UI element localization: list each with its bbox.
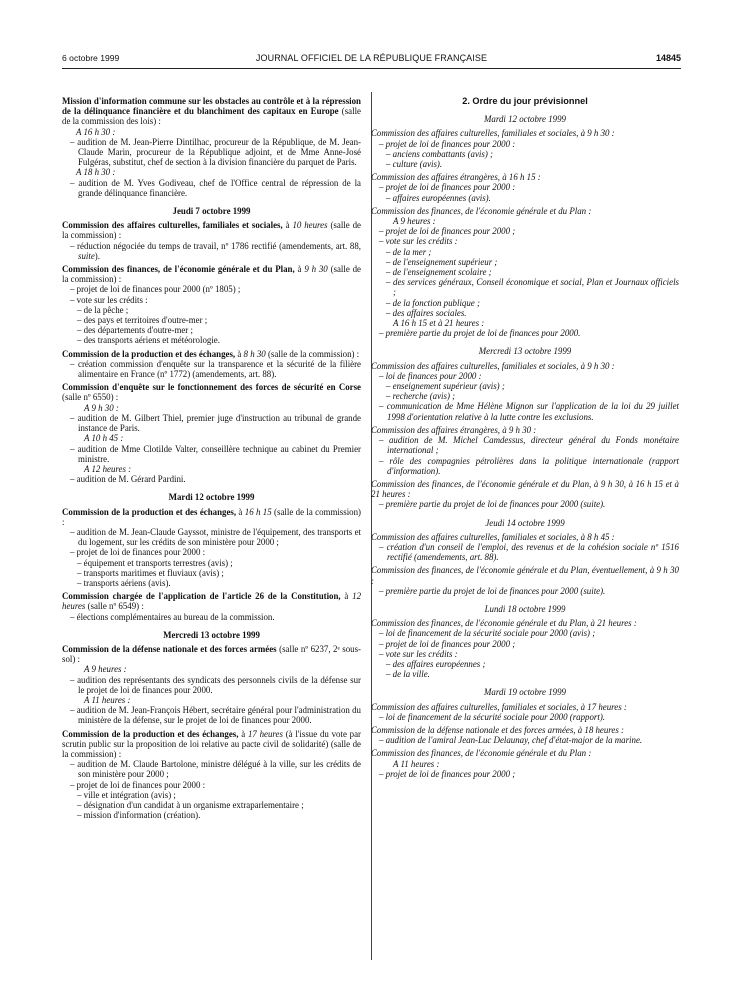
agenda-item: – loi de financement de la sécurité sociale pour 2000 (rapport).	[379, 711, 606, 722]
text-a: à	[282, 220, 293, 231]
session-title: Commission des finances, de l'économie générale et du Plan,	[62, 264, 295, 275]
agenda-item	[62, 241, 361, 261]
session-time: 16 h 15	[244, 506, 272, 517]
agenda-subitem: – de l'enseignement supérieur ;	[386, 256, 498, 267]
agenda-item: – audition de M. Yves Godiveau, chef de l'Office central de répression de la grande délinquance financière.	[70, 177, 361, 198]
header-rule	[62, 68, 681, 69]
session-location: (salle nº 6550) :	[62, 392, 119, 403]
agenda-item: – création commission d'enquête sur la transparence et la sécurité de la filière alimentaire en France (nº 1772) (amendements, art. 88).	[70, 358, 361, 380]
time-label: A 16 h 30 :	[76, 126, 116, 137]
session-production-echanges	[62, 349, 361, 359]
session-location: (salle nº 6549) :	[85, 601, 144, 612]
session-title: Commission chargée de l'application de l'article 26 de la Constitution,	[62, 591, 341, 602]
right-column	[371, 96, 679, 779]
agenda-item: – projet de loi de finances pour 2000 :	[379, 182, 516, 193]
agenda-subitem: – des affaires européennes ;	[386, 658, 486, 669]
session-time: 12 heures	[62, 591, 361, 612]
session-heading: Commission des affaires culturelles, familiales et sociales, à 9 h 30 :	[371, 128, 615, 139]
text-a: à	[238, 728, 248, 739]
agenda-subitem: – recherche (avis) ;	[386, 391, 456, 402]
session-affaires-culturelles	[62, 220, 361, 240]
session-location: (salle nº 6237, 2ᵉ sous-sol) :	[62, 643, 362, 665]
header-journal-title: JOURNAL OFFICIEL DE LA RÉPUBLIQUE FRANÇAISE	[255, 53, 488, 63]
agenda-item: – audition des représentants des syndicats des personnels civils de la défense sur le projet de loi de finances pour 2000.	[70, 674, 361, 695]
agenda-item: – vote sur les crédits :	[379, 648, 458, 659]
session-heading: Commission des affaires étrangères, à 16 h 15 :	[371, 172, 541, 183]
session-enquete-corse	[62, 382, 361, 402]
session-commission-finances	[62, 264, 361, 284]
agenda-item: – projet de loi de finances pour 2000 ;	[379, 226, 516, 237]
agenda-item: – audition de M. Michel Camdessus, directeur général du Fonds monétaire international ;	[379, 435, 679, 456]
time-label: A 12 heures :	[84, 463, 132, 474]
session-time: 8 h 30	[243, 348, 266, 359]
session-location: (salle de la commission) :	[62, 264, 361, 285]
agenda-item: – projet de loi de finances pour 2000 :	[70, 779, 206, 790]
time-label: A 9 heures :	[84, 664, 127, 675]
agenda-item: – élections complémentaires au bureau de la commission.	[70, 611, 275, 622]
session-heading: Commission des finances, de l'économie générale et du Plan, éventuellement, à 9 h 30 :	[371, 565, 679, 586]
time-label: A 16 h 15 et à 21 heures :	[393, 318, 485, 329]
agenda-item: – audition de M. Jean-Pierre Dintilhac, procureur de la République, de M. Jean-Claude Marin, procureur de la République adjoint, et de Mme Anne-José Fulgéras, substitut, chef de section à la division financière du parquet de Paris.	[70, 136, 361, 168]
date-heading: Mardi 19 octobre 1999	[484, 687, 566, 698]
agenda-item: – vote sur les crédits :	[379, 236, 458, 247]
agenda-subitem: – des pays et territoires d'outre-mer ;	[77, 315, 208, 326]
agenda-subitem: – culture (avis).	[386, 159, 443, 170]
agenda-item: – projet de loi de finances pour 2000 ;	[379, 638, 516, 649]
agenda-item-italic: suite	[78, 250, 95, 261]
session-title: Mission d'information commune sur les obstacles au contrôle et à la répression de la délinquance financière et du blanchiment des capitaux en Europe	[62, 96, 361, 117]
agenda-subitem: – transports aériens (avis).	[77, 577, 171, 588]
page-header	[62, 53, 681, 67]
session-title: Commission de la défense nationale et des forces armées	[62, 643, 277, 654]
session-article-26	[62, 591, 361, 611]
session-location: (salle de la commission) :	[265, 348, 360, 359]
agenda-subitem: – mission d'information (création).	[77, 810, 201, 821]
session-heading: Commission des affaires étrangères, à 9 h 30 :	[371, 424, 537, 435]
session-title: Commission de la production et des échanges,	[62, 348, 236, 359]
agenda-item: – projet de loi de finances pour 2000 :	[379, 138, 516, 149]
date-heading: Mardi 12 octobre 1999	[168, 492, 255, 503]
agenda-item: – audition de Mme Clotilde Valter, conseillère technique au cabinet du Premier ministre.	[70, 443, 361, 464]
agenda-item-end: ).	[94, 250, 100, 261]
agenda-item: – audition de M. Claude Bartolone, ministre délégué à la ville, sur les crédits de son ministère pour 2000 ;	[70, 759, 361, 780]
agenda-item: – audition de M. Jean-Claude Gayssot, ministre de l'équipement, des transports et du logement, sur les crédits de son ministère pour 2000 ;	[70, 526, 361, 548]
agenda-item: – audition de M. Jean-François Hébert, secrétaire général pour l'administration du ministère de la défense, sur le projet de loi de finances pour 2000.	[70, 705, 361, 726]
date-heading: Mardi 12 octobre 1999	[484, 114, 566, 125]
agenda-item: – projet de loi de finances pour 2000 :	[70, 547, 206, 558]
time-label: A 10 h 45 :	[84, 433, 124, 444]
agenda-subitem: – des services généraux, Conseil économique et social, Plan et Journaux officiels ;	[386, 277, 679, 298]
agenda-subitem: – affaires européennes (avis).	[386, 192, 491, 203]
session-production-echanges	[62, 507, 361, 527]
header-page-number: 14845	[655, 53, 681, 63]
agenda-item-text: – réduction négociée du temps de travail, nº 1786 rectifié (amendements, art. 88,	[70, 240, 361, 251]
session-production-echanges	[62, 729, 361, 760]
agenda-subitem: – des départements d'outre-mer ;	[77, 325, 193, 336]
agenda-subitem: – de la pêche ;	[77, 304, 129, 315]
agenda-subitem: – anciens combattants (avis) ;	[386, 148, 493, 159]
agenda-item: – communication de Mme Hélène Mignon sur l'application de la loi du 29 juillet 1998 d'orientation relative à la lutte contre les exclusions.	[379, 401, 679, 422]
agenda-subitem: – enseignement supérieur (avis) ;	[386, 381, 505, 392]
agenda-item: – première partie du projet de loi de finances pour 2000 (suite).	[379, 499, 606, 510]
date-heading: Lundi 18 octobre 1999	[484, 603, 566, 614]
agenda-subitem: – désignation d'un candidat à un organisme extraparlementaire ;	[77, 800, 304, 810]
agenda-item: – création d'un conseil de l'emploi, des revenus et de la cohésion sociale nº 1516 rectifié (amendements, art. 88).	[379, 541, 679, 563]
session-location: (salle de la commission des lois) :	[62, 106, 361, 127]
agenda-item: – loi de financement de la sécurité sociale pour 2000 (avis) ;	[379, 628, 596, 639]
agenda-item: – audition de M. Gilbert Thiel, premier juge d'instruction au tribunal de grande instance de Paris.	[70, 412, 361, 434]
agenda-subitem: – de la ville.	[386, 669, 430, 680]
agenda-item: – loi de finances pour 2000 :	[379, 370, 482, 381]
agenda-subitem: – des affaires sociales.	[386, 307, 467, 318]
agenda-subitem: – transports maritimes et fluviaux (avis) ;	[77, 567, 224, 578]
session-location: (à l'issue du vote par scrutin public sur la proposition de loi relative au pacte civil de solidarité) (salle de la commission) :	[62, 728, 361, 759]
agenda-item: – première partie du projet de loi de finances pour 2000 (suite).	[379, 585, 606, 596]
session-heading: Commission des finances, de l'économie générale et du Plan, à 9 h 30, à 16 h 15 et à 21 heures :	[371, 478, 679, 500]
session-heading: Commission des finances, de l'économie générale et du Plan :	[371, 205, 592, 216]
text-a: à	[236, 506, 245, 517]
session-title: Commission d'enquête sur le fonctionnement des forces de sécurité en Corse	[62, 382, 361, 393]
session-mission-information	[62, 96, 361, 127]
time-label: A 9 heures :	[393, 216, 436, 227]
text-a: à	[340, 591, 353, 602]
session-heading: Commission des affaires culturelles, familiales et sociales, à 17 heures :	[371, 701, 627, 712]
session-heading: Commission des finances, de l'économie générale et du Plan, à 21 heures :	[371, 618, 637, 629]
time-label: A 11 heures :	[393, 758, 440, 769]
text-a: à	[235, 348, 244, 359]
text-a: à	[294, 264, 305, 275]
time-label: A 9 h 30 :	[84, 402, 119, 413]
agenda-item: – audition de l'amiral Jean-Luc Delaunay, chef d'état-major de la marine.	[379, 735, 643, 746]
agenda-subitem: – de la mer ;	[386, 246, 432, 257]
session-title: Commission de la production et des échanges,	[62, 728, 239, 739]
agenda-item: – vote sur les crédits :	[70, 294, 148, 305]
session-heading: Commission des affaires culturelles, familiales et sociales, à 8 h 45 :	[371, 531, 615, 542]
agenda-subitem: – des transports aériens et météorologie.	[77, 335, 220, 346]
date-heading: Mercredi 13 octobre 1999	[478, 346, 572, 357]
session-location: (salle de la commission) :	[62, 506, 362, 527]
time-label: A 11 heures :	[84, 694, 131, 705]
agenda-item: – projet de loi de finances pour 2000 (nº 1805) ;	[70, 284, 241, 295]
agenda-item: – première partie du projet de loi de finances pour 2000.	[379, 328, 581, 339]
agenda-subitem: – équipement et transports terrestres (avis) ;	[77, 557, 233, 568]
session-heading: Commission de la défense nationale et des forces armées, à 18 heures :	[371, 724, 624, 735]
left-column	[62, 96, 361, 820]
session-time: 9 h 30	[304, 264, 328, 275]
date-heading: Jeudi 14 octobre 1999	[485, 517, 565, 528]
date-heading: Mercredi 13 octobre 1999	[163, 629, 260, 640]
agenda-subitem: – ville et intégration (avis) ;	[77, 789, 176, 800]
agenda-subitem: – de la fonction publique ;	[386, 297, 480, 308]
agenda-subitem: – de l'enseignement scolaire ;	[386, 267, 492, 278]
agenda-item: – projet de loi de finances pour 2000 ;	[379, 768, 516, 779]
session-title: Commission des affaires culturelles, familiales et sociales,	[62, 220, 283, 231]
session-location: (salle de la commission) :	[62, 220, 361, 241]
agenda-item: – rôle des compagnies pétrolières dans la politique internationale (rapport d'information).	[379, 455, 679, 476]
time-label: A 18 h 30 :	[76, 167, 116, 178]
section-heading: 2. Ordre du jour prévisionnel	[462, 96, 588, 106]
session-title: Commission de la production et des échanges,	[62, 506, 237, 517]
session-time: 17 heures	[247, 728, 283, 739]
session-defense-nationale	[62, 644, 361, 664]
agenda-item: – audition de M. Gérard Pardini.	[70, 474, 186, 485]
session-heading: Commission des affaires culturelles, familiales et sociales, à 9 h 30 :	[371, 360, 615, 371]
date-heading: Jeudi 7 octobre 1999	[172, 206, 251, 217]
session-heading: Commission des finances, de l'économie générale et du Plan :	[371, 748, 592, 759]
header-date: 6 octobre 1999	[62, 53, 120, 63]
session-time: 10 heures	[292, 220, 328, 231]
